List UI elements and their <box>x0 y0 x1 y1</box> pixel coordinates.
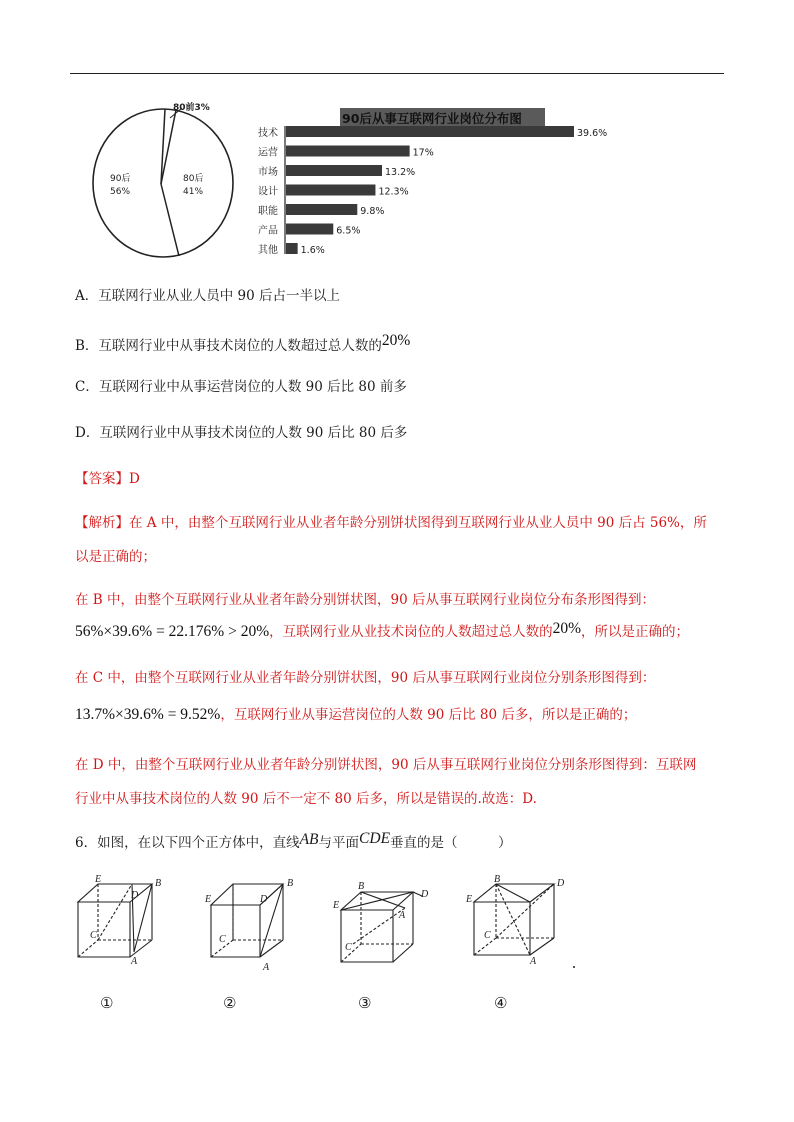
question-6-suffix: 垂直的是（ ） <box>390 835 512 851</box>
bar-category-label: 运营 <box>258 147 278 159</box>
svg-text:A: A <box>399 910 406 921</box>
svg-text:B: B <box>494 874 501 885</box>
bar <box>286 224 333 235</box>
svg-text:E: E <box>466 894 473 905</box>
option-b <box>75 334 410 355</box>
analysis-a-line1 <box>75 511 707 531</box>
bar-category-label: 技术 <box>258 128 278 139</box>
bar <box>286 165 382 176</box>
svg-text:B: B <box>358 881 365 892</box>
svg-text:C: C <box>90 930 97 941</box>
svg-text:E: E <box>95 874 102 885</box>
question-6-cde: CDE <box>359 830 391 847</box>
bar-category-label: 产品 <box>258 225 278 237</box>
svg-text:D: D <box>557 878 565 889</box>
bar-chart-title: 90后从事互联网行业岗位分布图 <box>342 111 522 126</box>
age-pie-chart <box>85 95 245 270</box>
bar-value-label: 12.3% <box>378 186 409 198</box>
svg-text:D: D <box>260 894 268 905</box>
analysis-b-tail: ，所以是正确的； <box>581 624 690 640</box>
stray-dot <box>573 966 575 968</box>
analysis-d-line2: 行业中从事技术岗位的人数 90 后不一定不 80 后多，所以是错误的.故选：D. <box>75 791 537 807</box>
cube-1-label: ① <box>100 994 114 1012</box>
bar-value-label: 39.6% <box>577 128 608 139</box>
question-6-ab: AB <box>299 831 319 848</box>
header-rule <box>70 73 724 74</box>
svg-text:D: D <box>421 889 429 900</box>
bar-value-label: 6.5% <box>336 225 361 237</box>
pie-label-80qian: 80前3% <box>173 103 210 113</box>
svg-text:B: B <box>155 878 162 889</box>
analysis-d-line1: 在 D 中，由整个互联网行业从业者年龄分别饼状图，90 后从事互联网行业岗位分别条形图得到：互联网 <box>75 757 697 773</box>
svg-text:A: A <box>131 956 138 967</box>
analysis-b-line2 <box>75 620 689 641</box>
cube-3-label: ③ <box>358 994 372 1012</box>
bar-category-label: 其他 <box>258 245 278 256</box>
pie-divider-bottom <box>161 184 179 256</box>
pie-value-90hou: 56% <box>110 187 131 197</box>
analysis-a-line2: 以是正确的； <box>75 549 156 565</box>
bar <box>286 185 375 196</box>
svg-text:A: A <box>530 956 537 967</box>
bar-category-label: 市场 <box>258 167 278 178</box>
analysis-c-line2 <box>75 703 636 724</box>
svg-text:A: A <box>263 962 270 972</box>
job-bar-chart <box>255 104 635 264</box>
svg-text:E: E <box>205 894 212 905</box>
analysis-a-text: 在 A 中，由整个互联网行业从业者年龄分别饼状图得到互联网行业从业人员中 90 后占 56%，所 <box>129 515 707 531</box>
analysis-b-math: 56%×39.6% = 22.176% > 20% <box>75 623 270 640</box>
svg-text:C: C <box>484 930 491 941</box>
svg-text:C: C <box>219 934 226 945</box>
option-a: A．互联网行业从业人员中 90 后占一半以上 <box>75 288 341 304</box>
svg-text:C: C <box>345 942 352 953</box>
question-6-prefix: 6．如图，在以下四个正方体中，直线 <box>75 835 300 851</box>
svg-text:B: B <box>287 878 294 889</box>
cube-2-label: ② <box>223 994 237 1012</box>
bar-category-label: 设计 <box>258 186 278 198</box>
bar <box>286 146 410 157</box>
bar <box>286 243 298 254</box>
analysis-b-line1: 在 B 中，由整个互联网行业从业者年龄分别饼状图，90 后从事互联网行业岗位分布条形图得到： <box>75 592 655 608</box>
pie-value-80hou: 41% <box>183 187 204 197</box>
cube-3-figure <box>325 872 440 972</box>
analysis-label: 【解析】 <box>75 515 129 531</box>
option-b-text: B．互联网行业中从事技术岗位的人数超过总人数的 <box>75 338 382 354</box>
question-6-mid: 与平面 <box>318 835 360 851</box>
bar <box>286 204 357 215</box>
pie-label-90hou: 90后 <box>110 174 131 184</box>
bar-category-label: 职能 <box>258 206 278 217</box>
option-d: D．互联网行业中从事技术岗位的人数 90 后比 80 后多 <box>75 425 408 441</box>
bar <box>286 126 574 137</box>
cube-2-figure <box>195 872 305 972</box>
pie-label-80hou: 80后 <box>183 174 204 184</box>
bar-value-label: 1.6% <box>300 245 325 256</box>
analysis-c-text: ，互联网行业从事运营岗位的人数 90 后比 80 后多，所以是正确的； <box>220 707 637 723</box>
option-b-math: 20% <box>381 332 411 349</box>
analysis-c-math: 13.7%×39.6% = 9.52% <box>75 706 221 723</box>
analysis-c-line1: 在 C 中，由整个互联网行业从业者年龄分别饼状图，90 后从事互联网行业岗位分别条形图得到： <box>75 670 656 686</box>
svg-text:E: E <box>333 900 340 911</box>
analysis-b-math2: 20% <box>552 620 582 637</box>
analysis-b-text: ，互联网行业从业技术岗位的人数超过总人数的 <box>269 624 553 640</box>
cube-1-figure <box>70 872 175 972</box>
answer-line <box>75 467 140 487</box>
bar-value-label: 17% <box>412 147 434 159</box>
cube-4-figure <box>460 872 580 972</box>
question-6-stem <box>75 831 512 852</box>
answer-label: 【答案】 <box>75 471 129 487</box>
bar-value-label: 13.2% <box>385 167 416 178</box>
svg-text:D: D <box>131 890 139 901</box>
cube-4-label: ④ <box>494 994 508 1012</box>
answer-value: D <box>129 471 140 487</box>
option-c: C．互联网行业中从事运营岗位的人数 90 后比 80 前多 <box>75 379 407 395</box>
bar-value-label: 9.8% <box>360 206 385 217</box>
